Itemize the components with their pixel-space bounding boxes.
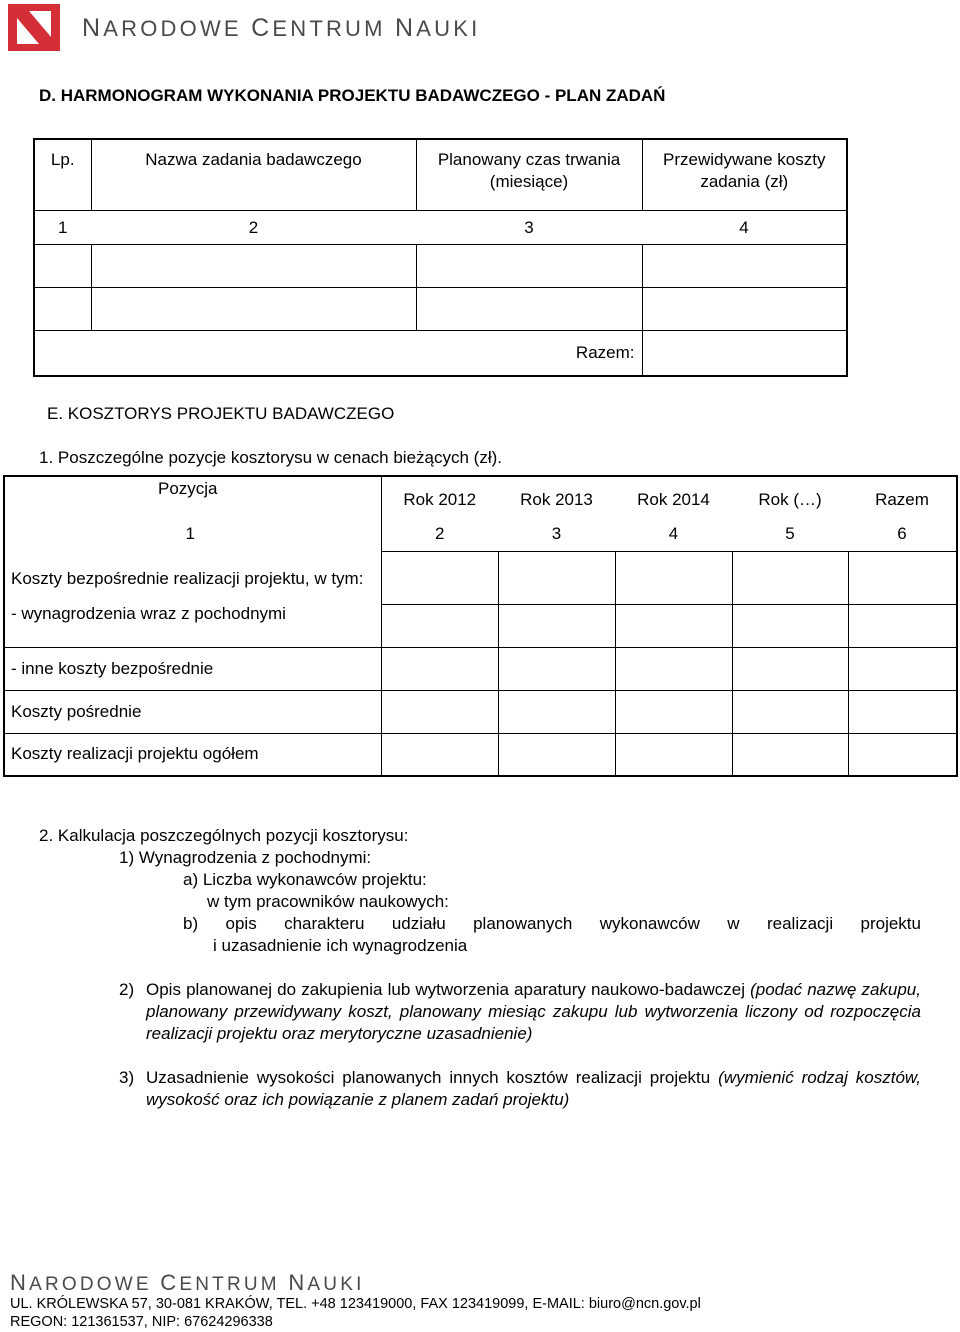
calc-item-1a: a) Liczba wykonawców projektu: xyxy=(183,870,427,889)
empty-cell[interactable] xyxy=(642,288,847,331)
value-cell[interactable] xyxy=(615,690,732,733)
value-cell[interactable] xyxy=(732,733,848,776)
calc-item-3-text: Uzasadnienie wysokości planowanych innych kosztów realizacji projektu xyxy=(146,1068,711,1087)
empty-cell[interactable] xyxy=(91,288,416,331)
calc-item-3-note: (wymienić rodzaj kosztów, wysokość oraz ich powiązanie z planem zadań projektu) xyxy=(146,1068,921,1109)
empty-cell[interactable] xyxy=(34,288,91,331)
footer-regon: REGON: 121361537, NIP: 67624296338 xyxy=(10,1314,273,1330)
value-cell[interactable] xyxy=(848,733,957,776)
col-number: 2 xyxy=(91,211,416,245)
col-number: 6 xyxy=(897,523,907,543)
value-cell[interactable] xyxy=(498,690,615,733)
header-year-2014: Rok 2014 xyxy=(637,490,710,509)
empty-cell[interactable] xyxy=(416,288,642,331)
value-cell[interactable] xyxy=(381,551,498,604)
value-cell[interactable] xyxy=(732,690,848,733)
section-d-title: D. HARMONOGRAM WYKONANIA PROJEKTU BADAWCZEGO - PLAN ZADAŃ xyxy=(39,86,666,105)
empty-cell[interactable] xyxy=(416,245,642,288)
value-cell[interactable] xyxy=(615,604,732,647)
task-plan-table xyxy=(33,138,848,377)
header-year-2013: Rok 2013 xyxy=(520,490,593,509)
value-cell[interactable] xyxy=(615,551,732,604)
header-task-name: Nazwa zadania badawczego xyxy=(91,139,416,211)
value-cell[interactable] xyxy=(848,551,957,604)
footer-logo-text: NARODOWE CENTRUM NAUKI xyxy=(10,1270,365,1295)
value-cell[interactable] xyxy=(848,647,957,690)
empty-cell[interactable] xyxy=(642,245,847,288)
row-direct-costs: Koszty bezpośrednie realizacji projektu, w tym: xyxy=(4,551,381,604)
col-number: 3 xyxy=(416,211,642,245)
col-number: 3 xyxy=(551,523,562,543)
empty-cell[interactable] xyxy=(91,245,416,288)
header-costs: Przewidywane koszty zadania (zł) xyxy=(642,139,847,211)
col-number: 1 xyxy=(34,211,91,245)
header-lp: Lp. xyxy=(34,139,91,211)
col-number: 4 xyxy=(642,211,847,245)
budget-table xyxy=(3,475,958,777)
col-number: 1 xyxy=(4,517,381,551)
calc-item-1b-cont: i uzasadnienie ich wynagrodzenia xyxy=(213,936,468,955)
calc-item-2 xyxy=(146,979,921,1045)
value-cell[interactable] xyxy=(498,733,615,776)
value-cell[interactable] xyxy=(498,647,615,690)
header-year-2012: Rok 2012 xyxy=(403,490,477,509)
value-cell[interactable] xyxy=(381,690,498,733)
value-cell[interactable] xyxy=(381,604,498,647)
value-cell[interactable] xyxy=(498,604,615,647)
header-total: Razem xyxy=(875,490,929,509)
header-year-other: Rok (…) xyxy=(758,490,822,509)
value-cell[interactable] xyxy=(732,551,848,604)
calc-title: 2. Kalkulacja poszczególnych pozycji kosztorysu: xyxy=(39,826,409,845)
value-cell[interactable] xyxy=(848,604,957,647)
calc-item-1: 1) Wynagrodzenia z pochodnymi: xyxy=(119,848,372,867)
header-position: Pozycja xyxy=(4,476,381,517)
calc-item-3 xyxy=(146,1067,921,1111)
row-other-direct: - inne koszty bezpośrednie xyxy=(4,647,381,690)
col-number: 4 xyxy=(668,523,679,543)
total-value-cell[interactable] xyxy=(642,331,847,377)
calc-item-1b: b) opis charakteru udziału planowanych wykonawców w realizacji projektu xyxy=(183,914,921,933)
value-cell[interactable] xyxy=(615,733,732,776)
value-cell[interactable] xyxy=(498,551,615,604)
col-number: 5 xyxy=(785,523,795,543)
total-label: Razem: xyxy=(34,331,642,377)
section-e-subtitle: 1. Poszczególne pozycje kosztorysu w cenach bieżących (zł). xyxy=(39,448,502,467)
empty-cell[interactable] xyxy=(34,245,91,288)
section-e-title: E. KOSZTORYS PROJEKTU BADAWCZEGO xyxy=(47,404,395,423)
row-indirect: Koszty pośrednie xyxy=(4,690,381,733)
col-number: 2 xyxy=(435,523,445,543)
value-cell[interactable] xyxy=(381,733,498,776)
value-cell[interactable] xyxy=(615,647,732,690)
value-cell[interactable] xyxy=(381,647,498,690)
calc-item-2-note: (podać nazwę zakupu, planowany przewidywany koszt, planowany miesiąc zakupu lub wytworzenia liczony od rozpoczęcia realizacji projektu oraz merytoryczne uzasadnienie) xyxy=(146,980,921,1043)
value-cell[interactable] xyxy=(848,690,957,733)
footer-address: UL. KRÓLEWSKA 57, 30-081 KRAKÓW, TEL. +48 123419000, FAX 123419099, E-MAIL: biuro@ncn.gov.pl xyxy=(10,1296,701,1312)
header-duration: Planowany czas trwania (miesiące) xyxy=(416,139,642,211)
value-cell[interactable] xyxy=(732,647,848,690)
calc-item-3-number: 3) xyxy=(119,1068,135,1087)
ncn-logo-icon xyxy=(8,4,60,51)
row-salaries: - wynagrodzenia wraz z pochodnymi xyxy=(4,604,381,647)
calc-item-1a-sub: w tym pracowników naukowych: xyxy=(207,892,449,911)
ncn-logo-text: NARODOWE CENTRUM NAUKI xyxy=(82,14,481,42)
value-cell[interactable] xyxy=(732,604,848,647)
row-total-costs: Koszty realizacji projektu ogółem xyxy=(4,733,381,776)
calc-item-2-text: Opis planowanej do zakupienia lub wytworzenia aparatury naukowo-badawczej xyxy=(146,980,745,999)
calc-item-2-number: 2) xyxy=(119,980,135,999)
